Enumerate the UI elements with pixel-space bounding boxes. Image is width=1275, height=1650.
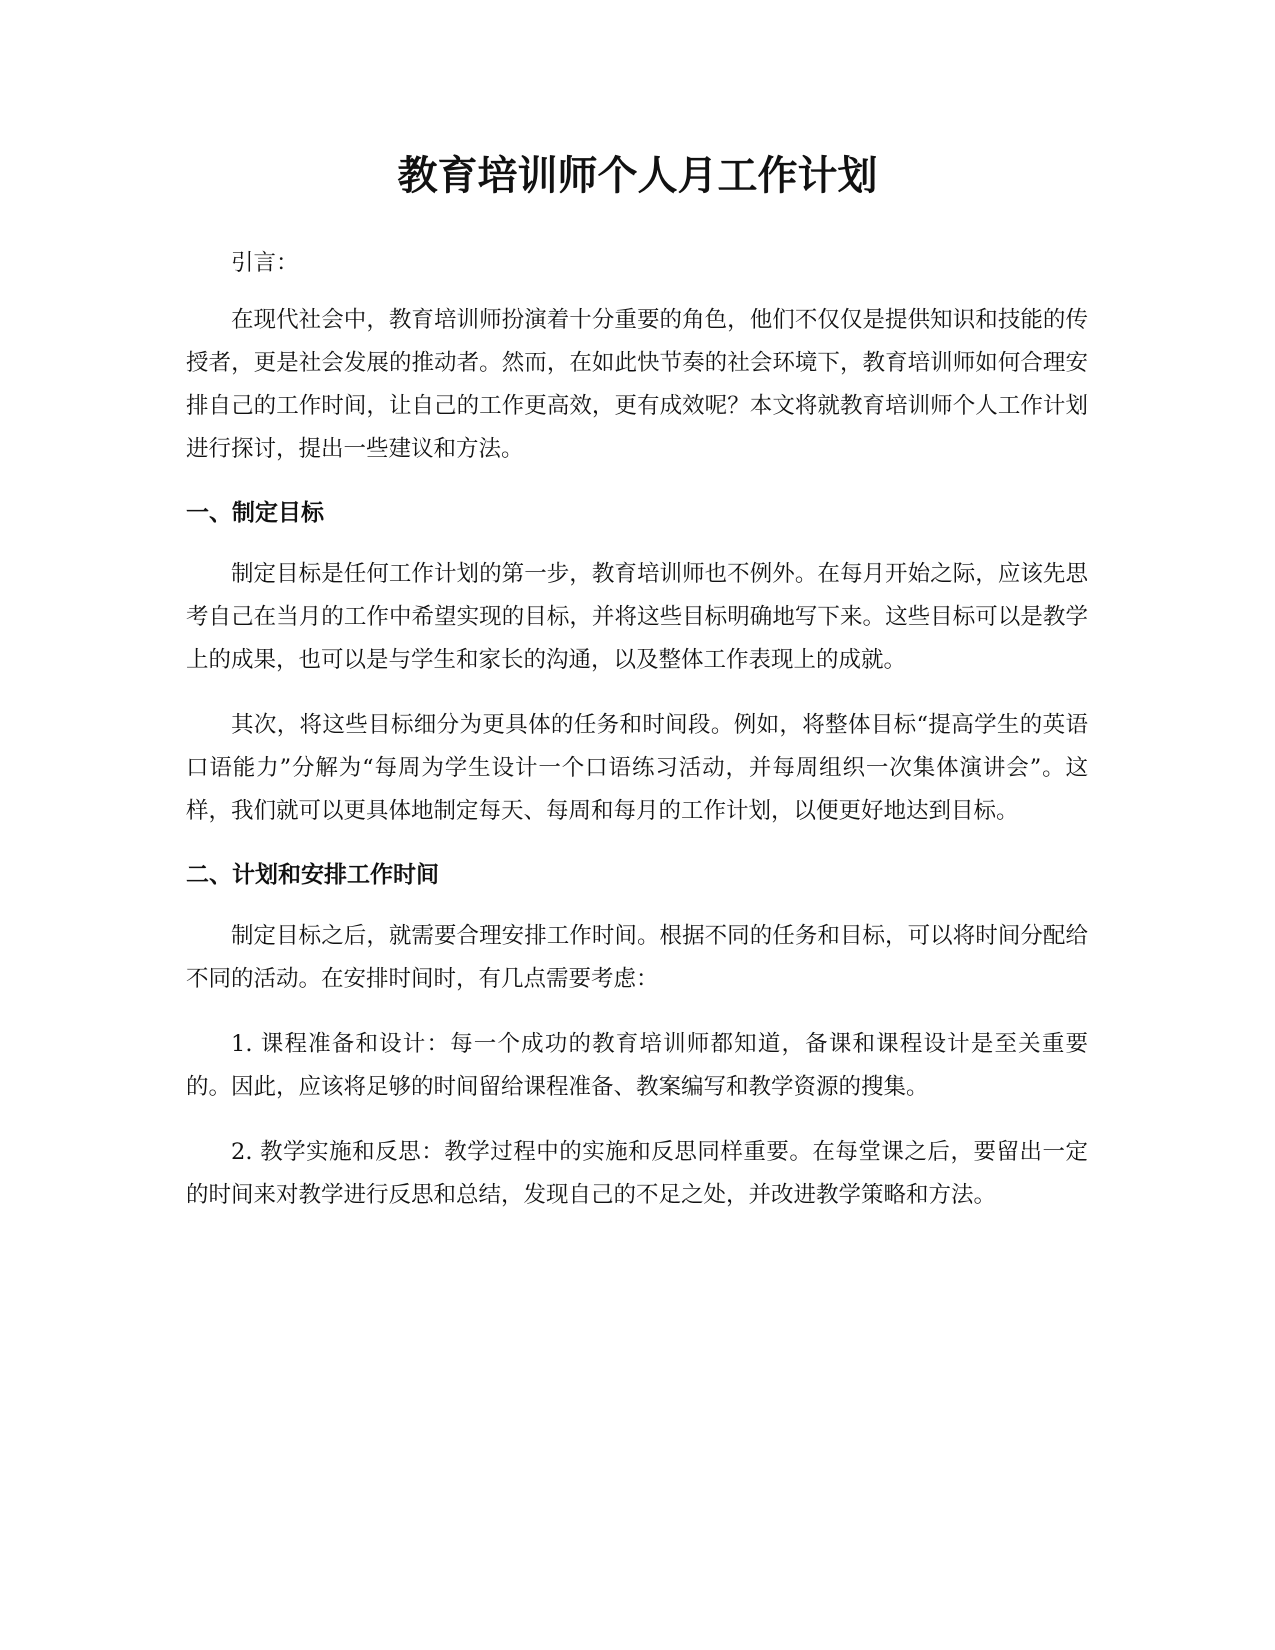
list-item: 1. 课程准备和设计：每一个成功的教育培训师都知道，备课和课程设计是至关重要的。因此，应该将足够的时间留给课程准备、教案编写和教学资源的搜集。 bbox=[186, 1031, 1088, 1100]
document-body bbox=[186, 242, 1088, 1239]
document-title: 教育培训师个人月工作计划 bbox=[397, 153, 878, 199]
section-heading-schedule: 二、计划和安排工作时间 bbox=[186, 862, 439, 888]
intro-label: 引言： bbox=[231, 250, 299, 276]
list-item: 2. 教学实施和反思：教学过程中的实施和反思同样重要。在每堂课之后，要留出一定的时间来对教学进行反思和总结，发现自己的不足之处，并改进教学策略和方法。 bbox=[186, 1139, 1088, 1208]
paragraph: 制定目标是任何工作计划的第一步，教育培训师也不例外。在每月开始之际，应该先思考自己在当月的工作中希望实现的目标，并将这些目标明确地写下来。这些目标可以是教学上的成果，也可以是与学生和家长的沟通，以及整体工作表现上的成就。 bbox=[186, 561, 1088, 673]
paragraph: 制定目标之后，就需要合理安排工作时间。根据不同的任务和目标，可以将时间分配给不同的活动。在安排时间时，有几点需要考虑： bbox=[186, 923, 1088, 992]
intro-paragraph: 在现代社会中，教育培训师扮演着十分重要的角色，他们不仅仅是提供知识和技能的传授者，更是社会发展的推动者。然而，在如此快节奏的社会环境下，教育培训师如何合理安排自己的工作时间，让自己的工作更高效，更有成效呢？本文将就教育培训师个人工作计划进行探讨，提出一些建议和方法。 bbox=[186, 307, 1088, 462]
section-heading-goals: 一、制定目标 bbox=[186, 500, 324, 526]
paragraph: 其次，将这些目标细分为更具体的任务和时间段。例如，将整体目标“提高学生的英语口语能力”分解为“每周为学生设计一个口语练习活动，并每周组织一次集体演讲会”。这样，我们就可以更具体地制定每天、每周和每月的工作计划，以便更好地达到目标。 bbox=[186, 712, 1088, 824]
